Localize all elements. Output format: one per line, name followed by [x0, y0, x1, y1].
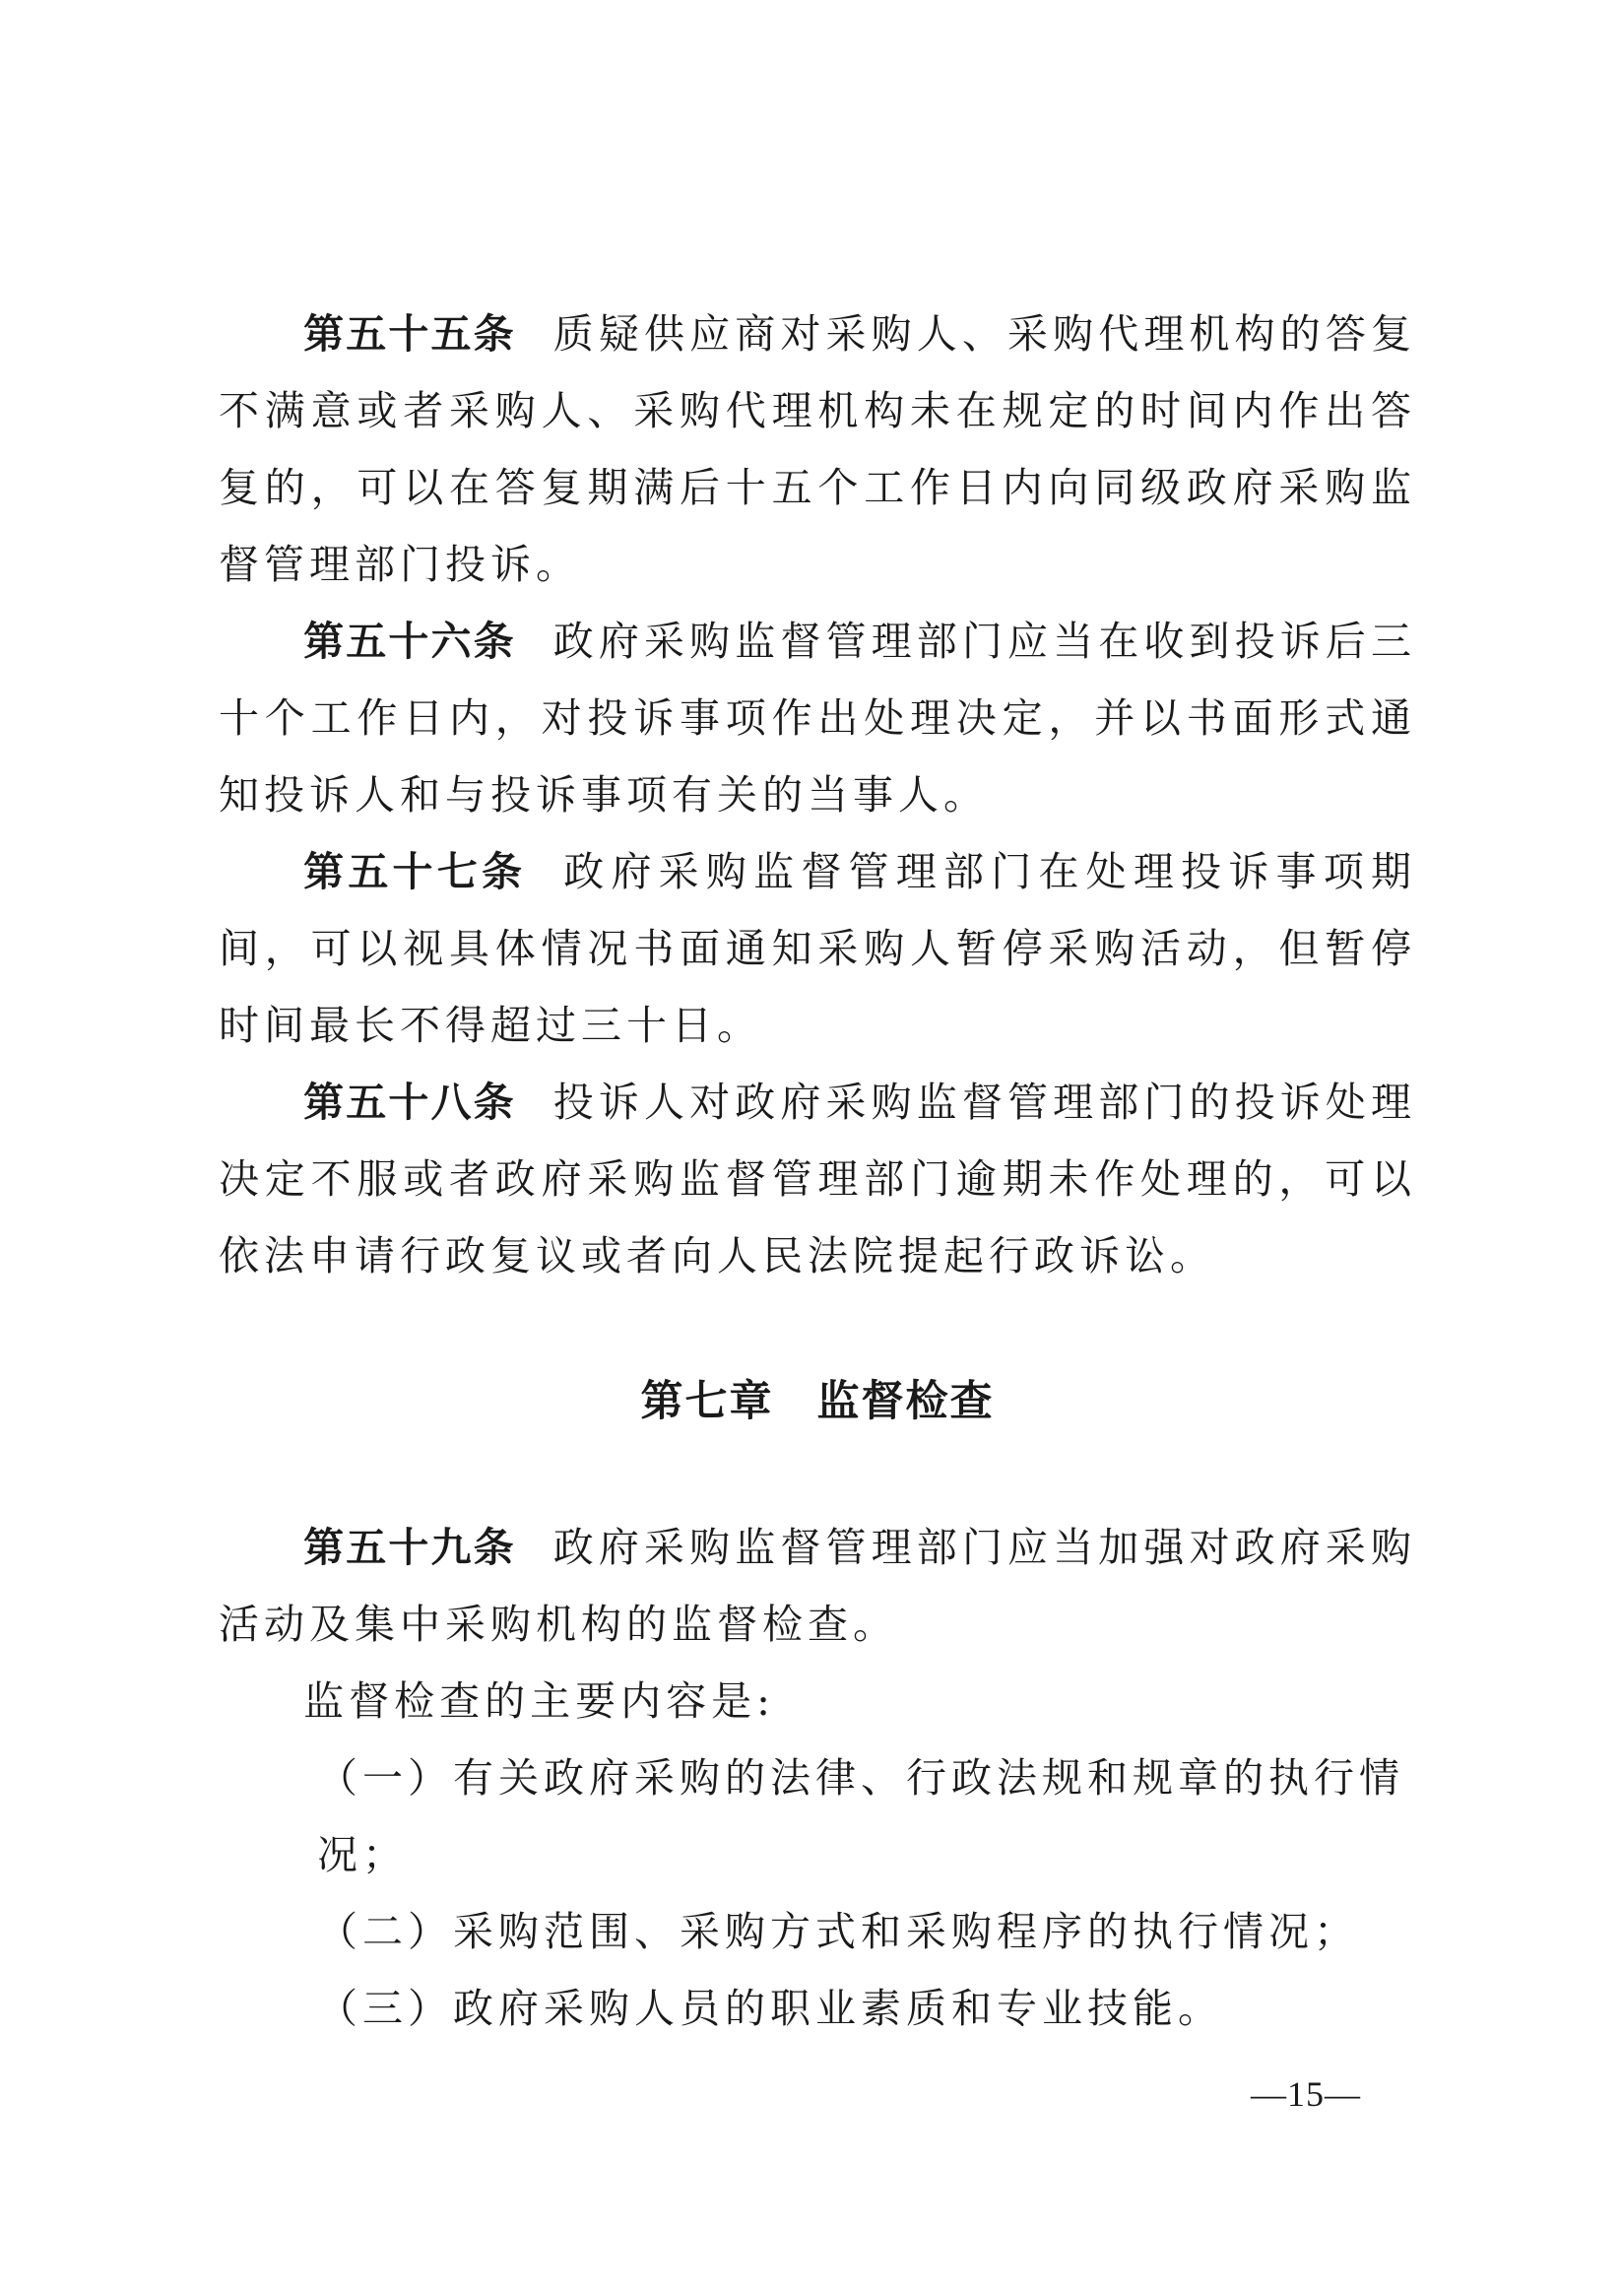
- article-heading: 第五十五条: [303, 310, 516, 358]
- article-text: 质疑供应商对采购人、采购代理机构的答复不满意或者采购人、采购代理机构未在规定的时间内作出答复的，可以在答复期满后十五个工作日内向同级政府采购监督管理部门投诉。: [219, 310, 1417, 588]
- article-heading: 第五十六条: [303, 618, 516, 665]
- list-item: （一）有关政府采购的法律、行政法规和规章的执行情况；: [317, 1754, 1404, 1878]
- article-text: 政府采购监督管理部门在处理投诉事项期间，可以视具体情况书面通知采购人暂停采购活动，但暂停时间最长不得超过三十日。: [219, 848, 1417, 1049]
- chapter-heading: [219, 1363, 1416, 1440]
- article-text: 政府采购监督管理部门应当在收到投诉后三十个工作日内，对投诉事项作出处理决定，并以书面形式通知投诉人和与投诉事项有关的当事人。: [219, 618, 1417, 819]
- article-text: 政府采购监督管理部门应当加强对政府采购活动及集中采购机构的监督检查。: [219, 1524, 1417, 1648]
- article-56: [219, 603, 1416, 833]
- article-text: 投诉人对政府采购监督管理部门的投诉处理决定不服或者政府采购监督管理部门逾期未作处理的，可以依法申请行政复议或者向人民法院提起行政诉讼。: [219, 1079, 1417, 1279]
- chapter-title: 监督检查: [816, 1377, 995, 1426]
- document-body: [219, 295, 1416, 2047]
- article-59: [219, 1509, 1416, 1663]
- inspection-intro: 监督检查的主要内容是:: [303, 1677, 775, 1725]
- list-item: （三）政府采购人员的职业素质和专业技能。: [317, 1985, 1223, 2032]
- article-57: [219, 833, 1416, 1064]
- chapter-number: 第七章: [640, 1377, 774, 1426]
- page-number: —15—: [1251, 2074, 1361, 2114]
- list-item: （二）采购范围、采购方式和采购程序的执行情况；: [317, 1908, 1359, 1955]
- article-heading: 第五十八条: [303, 1079, 516, 1126]
- article-heading: 第五十九条: [303, 1524, 516, 1571]
- article-55: [219, 295, 1416, 603]
- article-58: [219, 1064, 1416, 1294]
- article-heading: 第五十七条: [303, 848, 527, 895]
